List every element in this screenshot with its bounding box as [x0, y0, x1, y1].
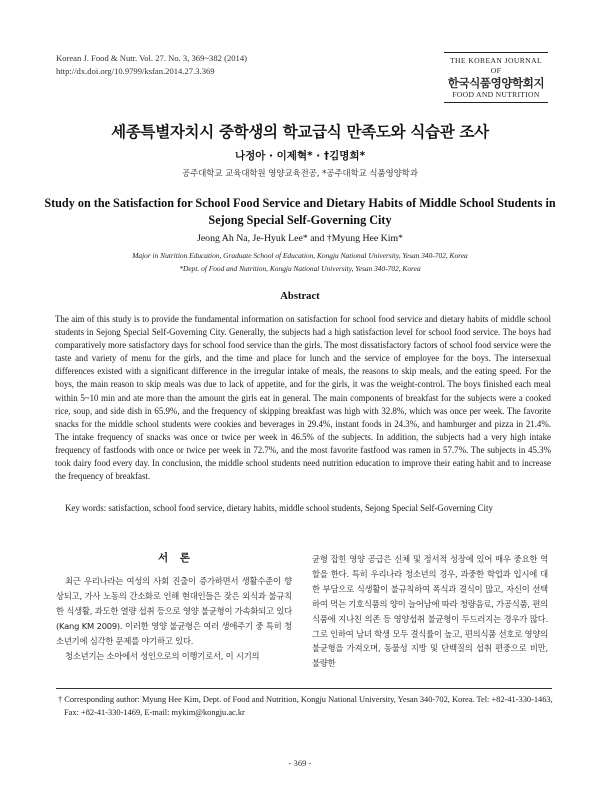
intro-paragraph-continued: 균형 잡힌 영양 공급은 신체 및 정서적 성장에 있어 매우 중요한 역할을 한다. 특히 우리나라 청소년의 경우, 과중한 학업과 입시에 대한 부담으로 식생활이 불규칙하여 폭식과 결식이 많고, 자신이 선택하여 먹는 기호식품의 양이 늘어남에 따라 청량음료, 가공식품, 편의식품에 지나친 의존 등 영양섭취 불균형이 두드러지는 경우가 많다. 그로 인하여 남녀 학생 모두 결식률이 높고, 편의식품 선호로 영양의 불균형을 가져오며, 동물성 지방 및 단백질의 섭취 편중으로 비만, 불량한	[312, 554, 548, 669]
citation-line: Korean J. Food & Nutr. Vol. 27. No. 3, 369~382 (2014)	[56, 53, 248, 63]
intro-paragraph-1: 최근 우리나라는 여성의 사회 진출이 증가하면서 생활수준이 향상되고, 가사 노동의 간소화로 인해 현대인들은 잦은 외식과 불규칙한 식생활, 과도한 열량 섭취 등으로 영양 불균형이 가속화되고 있다(Kang KM 2009). 이러한 영양 불균형은 여러 생애주기 중 특히 청소년기에 심각한 문제를 야기하고 있다.	[56, 576, 292, 646]
page-number: - 369 -	[288, 758, 312, 768]
left-column	[56, 574, 292, 663]
authors-korean: 나정아 · 이제혁* · †김명희*	[234, 150, 366, 162]
masthead-korean-name: 한국식품영양학회지	[447, 76, 545, 90]
masthead-en-bottom: FOOD AND NUTRITION	[452, 90, 540, 99]
right-column	[312, 552, 548, 671]
footnote-divider	[56, 688, 552, 689]
journal-masthead	[444, 52, 548, 103]
corresponding-author-footnote: † Corresponding author: Myung Hee Kim, Dept. of Food and Nutrition, Kongju National University, Yesan 340-702, Korea. Tel: +82-41-330-1463, Fax: +82-41-330-1469, E-mail: mykim@kongju.ac.kr	[58, 695, 553, 717]
affiliation-english-2: *Dept. of Food and Nutrition, Kongju National University, Yesan 340-702, Korea	[179, 264, 421, 273]
keywords: Key words: satisfaction, school food service, dietary habits, middle school students, Sejong Special Self-Governing City	[65, 503, 493, 513]
affiliation-english-1: Major in Nutrition Education, Graduate School of Education, Kongju National University, Yesan 340-702, Korea	[132, 251, 468, 260]
authors-english: Jeong Ah Na, Je-Hyuk Lee* and †Myung Hee Kim*	[197, 233, 403, 244]
masthead-en-top: THE KOREAN JOURNAL OF	[450, 56, 542, 75]
title-english: Study on the Satisfaction for School Food Service and Dietary Habits of Middle School Students in Sejong Special Self-Governing City	[44, 196, 556, 227]
masthead-top-rule	[444, 52, 548, 53]
abstract-body: The aim of this study is to provide the fundamental information on satisfaction for school food service and dietary habits of middle school students in Sejong Special Self-Governing City. Generally, the subjects had a high satisfaction level for school food service. The boys had comparatively more satisfactory days for school food service than the girls. The most dissatisfactory factors of school food service were the taste and variety of menu for the girls, and the time and place for lunch and the service of employee for the boys. The intersexual differences existed with a significant difference in the irregular intake of meals, the reasons to skip meals, and the eating speed. For the boys, the main reason to skip meals was due to lack of appetite, and for the girls, it was the weight-control. The boys finished each meal within 5~10 min and ate more than the amount the girls eat in general. The main components of breakfast for the subjects were a cooked rice, soup, and side dish in 65.9%, and the frequency of skipping breakfast was high with 32.8%, which was once per week. The favorite snacks for the middle school students were cookies and beverages in 29.4%, instant foods in 24.3%, and hamburger and pizza in 21.4%. The intake frequency of snacks was once or twice per week in 46.5% of the subjects. In addition, the subjects had a very high intake frequency of fastfoods with once or twice per week in 72.7%, and the most favorite fastfood was ramen in 57.7%. The subjects in 45.3% took dairy food every day. In conclusion, the middle school students need nutrition education to improve their eating habit and to increase the frequency of breakfast.	[55, 314, 551, 482]
journal-citation	[56, 52, 247, 78]
intro-paragraph-2: 청소년기는 소아에서 성인으로의 이행기로서, 이 시기의	[65, 650, 260, 661]
introduction-heading: 서 론	[158, 552, 194, 564]
affiliation-korean: 공주대학교 교육대학원 영양교육전공, *공주대학교 식품영양학과	[182, 168, 418, 178]
masthead-bottom-rule	[444, 102, 548, 103]
title-korean: 세종특별자치시 중학생의 학교급식 만족도와 식습관 조사	[111, 123, 489, 141]
abstract-heading: Abstract	[280, 291, 320, 302]
doi-link[interactable]: http://dx.doi.org/10.9799/ksfan.2014.27.3.369	[56, 66, 215, 76]
